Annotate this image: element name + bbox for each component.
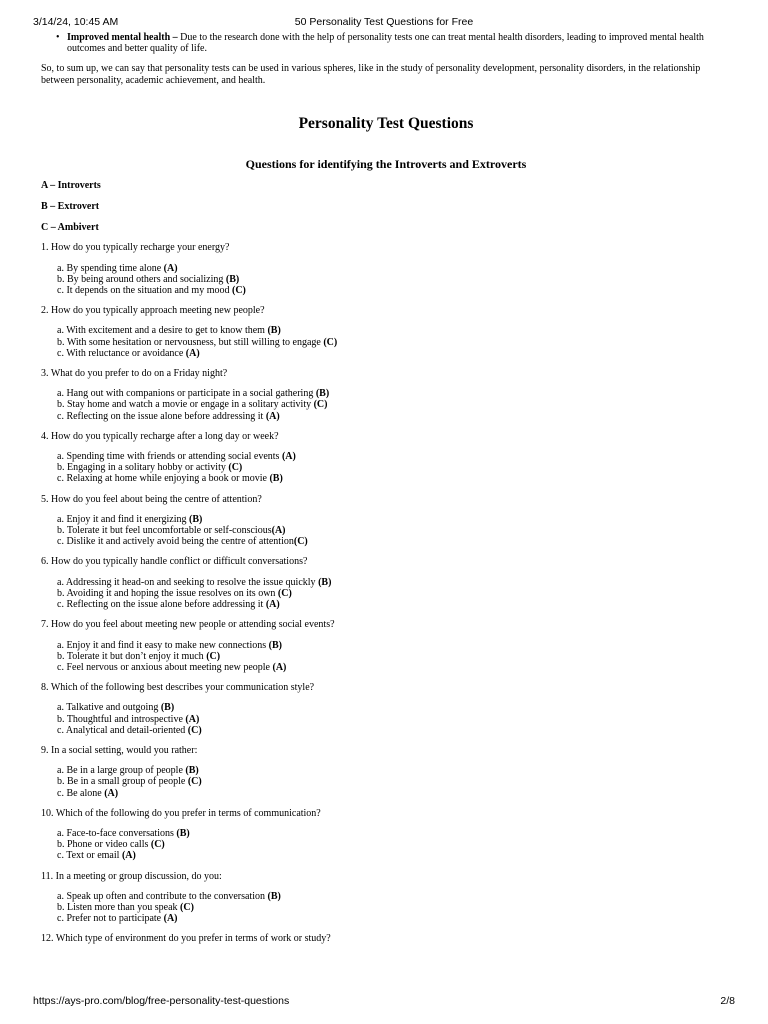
option-text: c. Text or email [57, 850, 122, 862]
option-code: (C) [187, 724, 202, 736]
option-list [41, 891, 731, 925]
option-list [41, 577, 731, 611]
article-content [41, 32, 731, 945]
option-list [41, 263, 731, 297]
option-list [41, 702, 731, 736]
option-item [57, 651, 731, 662]
option-item [57, 462, 731, 473]
option-code: (B) [176, 827, 190, 839]
option-text: b. Stay home and watch a movie or engage in a solitary activity [57, 399, 314, 411]
option-code: (A) [104, 787, 119, 799]
bullet-text: Due to the research done with the help of personality tests one can treat mental health disorders, leading to improved mental health outcomes and better quality of life. [67, 32, 704, 55]
question-text: 9. In a social setting, would you rather: [41, 744, 198, 756]
option-item [57, 839, 731, 850]
section-title: Personality Test Questions [298, 114, 474, 132]
option-item [57, 714, 731, 725]
page-url: https://ays-pro.com/blog/free-personality-test-questions [33, 995, 290, 1007]
option-text: b. Listen more than you speak [57, 901, 181, 913]
option-code: (A) [271, 525, 286, 537]
option-text: b. By being around others and socializing [57, 273, 226, 285]
option-text: a. Enjoy it and find it easy to make new connections [57, 639, 269, 651]
question-list [41, 242, 731, 944]
option-item [57, 776, 731, 787]
option-item [57, 828, 731, 839]
option-code: (A) [163, 262, 178, 274]
question-text: 8. Which of the following best describes your communication style? [41, 682, 315, 694]
question-text: 3. What do you prefer to do on a Friday night? [41, 368, 228, 380]
option-item [57, 788, 731, 799]
option-code: (C) [187, 776, 202, 788]
option-item [57, 902, 731, 913]
option-item [57, 765, 731, 776]
option-code: (B) [189, 513, 203, 525]
option-code: (A) [121, 850, 136, 862]
option-text: a. Face-to-face conversations [57, 827, 177, 839]
option-code: (C) [277, 587, 292, 599]
option-text: c. Feel nervous or anxious about meeting new people [57, 661, 273, 673]
bullet-item [41, 32, 731, 54]
option-item [57, 325, 731, 336]
option-item [57, 285, 731, 296]
option-list [41, 325, 731, 359]
option-code: (C) [228, 462, 243, 474]
question-text: 7. How do you feel about meeting new people or attending social events? [41, 619, 335, 631]
option-code: (B) [318, 576, 332, 588]
option-text: a. By spending time alone [57, 262, 164, 274]
option-list [41, 828, 731, 862]
option-item [57, 411, 731, 422]
page-number: 2/8 [720, 995, 735, 1007]
option-code: (B) [160, 702, 175, 714]
option-code: (B) [225, 273, 240, 285]
option-text: a. Talkative and outgoing [57, 702, 161, 714]
option-item [57, 588, 731, 599]
option-code: (C) [313, 399, 328, 411]
print-header [0, 16, 768, 30]
option-item [57, 913, 731, 924]
question-text: 12. Which type of environment do you prefer in terms of work or study? [41, 933, 331, 945]
subsection-title: Questions for identifying the Introverts and Extroverts [245, 156, 527, 171]
question-text: 1. How do you typically recharge your energy? [41, 242, 230, 254]
option-list [41, 514, 731, 548]
option-text: b. Phone or video calls [57, 839, 151, 851]
option-code: (A) [272, 661, 287, 673]
option-text: b. Be in a small group of people [57, 776, 188, 788]
option-code: (B) [268, 639, 282, 651]
option-text: c. Be alone [57, 787, 105, 799]
option-item [57, 662, 731, 673]
option-text: c. Dislike it and actively avoid being the centre of attention [57, 536, 294, 548]
option-text: a. Addressing it head-on and seeking to resolve the issue quickly [57, 576, 319, 588]
option-code: (A) [163, 913, 178, 925]
option-code: (A) [265, 599, 280, 611]
option-code: (A) [281, 451, 296, 463]
option-text: a. Spending time with friends or attending social events [57, 451, 282, 463]
option-text: c. Reflecting on the issue alone before addressing it [57, 599, 266, 611]
option-text: c. Prefer not to participate [57, 913, 164, 925]
option-list [41, 451, 731, 485]
option-item [57, 599, 731, 610]
option-text: b. Engaging in a solitary hobby or activity [57, 462, 229, 474]
option-item [57, 274, 731, 285]
option-code: (B) [185, 765, 199, 777]
option-code: (C) [293, 536, 308, 548]
option-text: c. Relaxing at home while enjoying a book or movie [57, 473, 270, 485]
option-text: b. With some hesitation or nervousness, but still willing to engage [57, 336, 324, 348]
question-text: 2. How do you typically approach meeting new people? [41, 305, 265, 317]
print-datetime: 3/14/24, 10:45 AM [33, 16, 119, 28]
question-text: 4. How do you typically recharge after a long day or week? [41, 430, 279, 442]
question-text: 11. In a meeting or group discussion, do you: [41, 870, 222, 882]
option-item [57, 525, 731, 536]
option-code: (C) [206, 650, 221, 662]
option-item [57, 536, 731, 547]
option-item [57, 640, 731, 651]
option-text: c. Analytical and detail-oriented [57, 724, 188, 736]
option-item [57, 850, 731, 861]
option-list [41, 640, 731, 674]
answer-key-item: B – Extrovert [41, 201, 100, 213]
option-item [57, 388, 731, 399]
option-item [57, 725, 731, 736]
option-list [41, 388, 731, 422]
option-text: b. Avoiding it and hoping the issue resolves on its own [57, 587, 278, 599]
summary-paragraph: So, to sum up, we can say that personality tests can be used in various spheres, like in the study of personality development, personality disorders, in the relationship between personality, academic achievement, and health. [41, 63, 701, 86]
option-text: c. Reflecting on the issue alone before addressing it [57, 410, 266, 422]
option-code: (B) [315, 388, 330, 400]
option-item [57, 399, 731, 410]
option-code: (A) [185, 713, 200, 725]
option-code: (C) [180, 901, 194, 913]
option-code: (B) [269, 473, 283, 485]
option-text: b. Tolerate it but feel uncomfortable or self-conscious [57, 525, 272, 537]
option-text: b. Thoughtful and introspective [57, 713, 186, 725]
print-title: 50 Personality Test Questions for Free [294, 16, 474, 28]
bullet-dot-icon: • [56, 32, 60, 43]
option-item [57, 348, 731, 359]
option-code: (C) [150, 839, 165, 851]
option-code: (A) [185, 347, 200, 359]
option-code: (A) [265, 410, 280, 422]
option-item [57, 263, 731, 274]
option-text: a. Enjoy it and find it energizing [57, 513, 190, 525]
option-item [57, 514, 731, 525]
option-text: c. With reluctance or avoidance [57, 347, 186, 359]
option-item [57, 337, 731, 348]
option-item [57, 451, 731, 462]
option-list [41, 765, 731, 799]
question-text: 10. Which of the following do you prefer in terms of communication? [41, 807, 321, 819]
option-text: a. With excitement and a desire to get to know them [57, 325, 268, 337]
option-code: (C) [323, 336, 338, 348]
option-code: (B) [267, 890, 281, 902]
option-text: c. It depends on the situation and my mood [57, 285, 232, 297]
answer-key [41, 180, 731, 234]
option-code: (C) [231, 285, 246, 297]
answer-key-item: A – Introverts [41, 179, 101, 191]
print-footer [0, 995, 768, 1009]
option-text: a. Hang out with companions or participate in a social gathering [57, 388, 316, 400]
option-text: a. Speak up often and contribute to the conversation [57, 890, 268, 902]
option-item [57, 891, 731, 902]
bullet-label: Improved mental health – [67, 32, 178, 43]
option-text: a. Be in a large group of people [57, 765, 186, 777]
answer-key-item: C – Ambivert [41, 222, 99, 234]
question-text: 6. How do you typically handle conflict or difficult conversations? [41, 556, 308, 568]
question-text: 5. How do you feel about being the centre of attention? [41, 493, 262, 505]
option-item [57, 702, 731, 713]
option-item [57, 577, 731, 588]
option-item [57, 473, 731, 484]
option-code: (B) [267, 325, 281, 337]
option-text: b. Tolerate it but don’t enjoy it much [57, 650, 207, 662]
